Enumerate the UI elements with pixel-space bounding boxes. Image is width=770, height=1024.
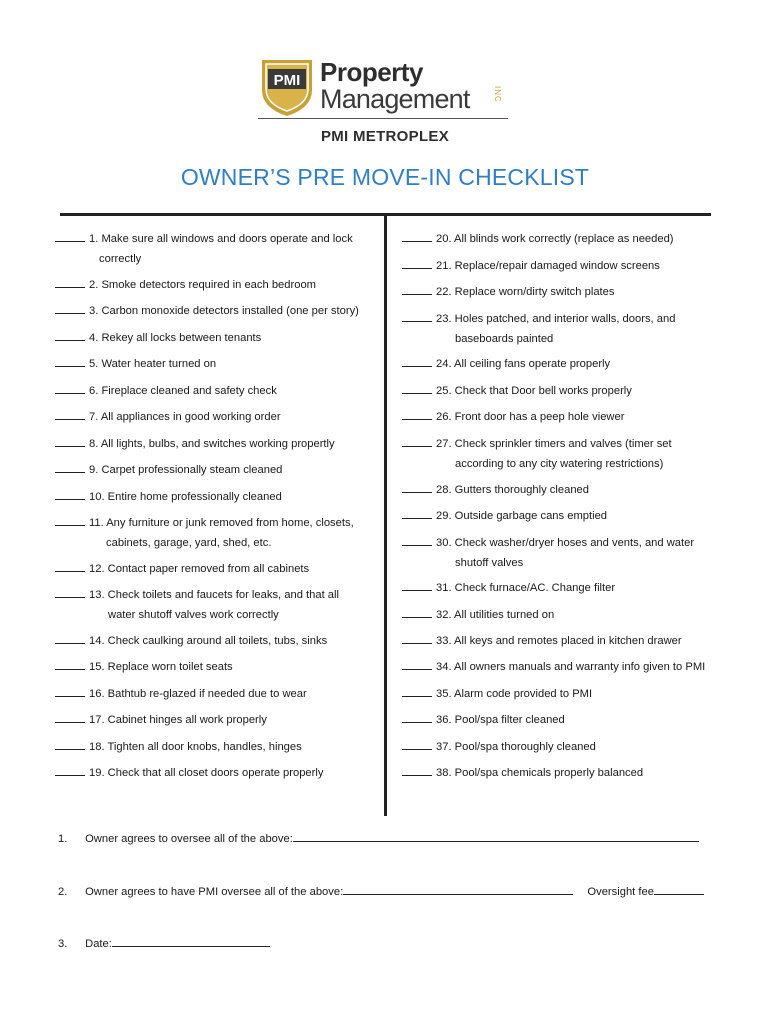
checklist-item: 13. Check toilets and faucets for leaks, and that all water shutoff valves work correctly [55, 586, 339, 625]
date-line[interactable] [112, 935, 270, 947]
check-blank[interactable] [402, 711, 432, 723]
check-blank[interactable] [55, 276, 85, 288]
checklist-item: 31. Check furnace/AC. Change filter [402, 579, 615, 599]
checklist-item: 24. All ceiling fans operate properly [402, 355, 610, 375]
owner-oversee-signature-line[interactable] [293, 830, 699, 842]
check-blank[interactable] [55, 435, 85, 447]
company-logo [258, 56, 518, 120]
check-blank[interactable] [55, 711, 85, 723]
checklist-item: 16. Bathtub re-glazed if needed due to wear [55, 685, 307, 705]
checklist-item: 21. Replace/repair damaged window screens [402, 257, 660, 277]
checklist-item: 30. Check washer/dryer hoses and vents, and water shutoff valves [402, 534, 694, 573]
checklist-item: 35. Alarm code provided to PMI [402, 685, 592, 705]
oversight-fee-line[interactable] [654, 883, 704, 895]
check-blank[interactable] [55, 586, 85, 598]
checklist-item: 25. Check that Door bell works properly [402, 382, 632, 402]
check-blank[interactable] [402, 230, 432, 242]
check-blank[interactable] [402, 579, 432, 591]
check-blank[interactable] [402, 310, 432, 322]
checklist-item: 27. Check sprinkler timers and valves (timer set according to any city watering restrictions) [402, 435, 672, 474]
check-blank[interactable] [402, 382, 432, 394]
check-blank[interactable] [402, 257, 432, 269]
logo-divider [258, 118, 508, 119]
check-blank[interactable] [55, 488, 85, 500]
checklist-item: 33. All keys and remotes placed in kitchen drawer [402, 632, 682, 652]
checklist-item: 14. Check caulking around all toilets, tubs, sinks [55, 632, 327, 652]
check-blank[interactable] [55, 560, 85, 572]
checklist-item: 6. Fireplace cleaned and safety check [55, 382, 277, 402]
oversight-fee-label: Oversight fee [587, 886, 654, 898]
check-blank[interactable] [402, 632, 432, 644]
checklist-item: 32. All utilities turned on [402, 606, 554, 626]
checklist-item: 36. Pool/spa filter cleaned [402, 711, 565, 731]
checklist-item: 8. All lights, bulbs, and switches working propertly [55, 435, 335, 455]
check-blank[interactable] [55, 738, 85, 750]
agreement-pmi-oversee: 2. Owner agrees to have PMI oversee all of the above: Oversight fee [58, 883, 704, 898]
checklist-item: 3. Carbon monoxide detectors installed (one per story) [55, 302, 359, 322]
checklist-item: 5. Water heater turned on [55, 355, 216, 375]
check-blank[interactable] [55, 230, 85, 242]
check-blank[interactable] [402, 606, 432, 618]
checklist-item: 12. Contact paper removed from all cabinets [55, 560, 309, 580]
brand-inc: INC [493, 86, 502, 103]
checklist-item: 10. Entire home professionally cleaned [55, 488, 282, 508]
checklist-item: 7. All appliances in good working order [55, 408, 281, 428]
office-name: PMI METROPLEX [320, 128, 450, 145]
check-blank[interactable] [55, 329, 85, 341]
checklist-item: 1. Make sure all windows and doors operate and lock correctly [55, 230, 353, 269]
check-blank[interactable] [402, 507, 432, 519]
pmi-oversee-signature-line[interactable] [343, 883, 573, 895]
check-blank[interactable] [55, 514, 85, 526]
check-blank[interactable] [402, 435, 432, 447]
check-blank[interactable] [402, 685, 432, 697]
checklist-item: 34. All owners manuals and warranty info given to PMI [402, 658, 705, 678]
checklist-item: 9. Carpet professionally steam cleaned [55, 461, 282, 481]
check-blank[interactable] [55, 302, 85, 314]
checklist-item: 17. Cabinet hinges all work properly [55, 711, 267, 731]
check-blank[interactable] [402, 355, 432, 367]
checklist-item: 2. Smoke detectors required in each bedroom [55, 276, 316, 296]
check-blank[interactable] [402, 283, 432, 295]
checklist-item: 4. Rekey all locks between tenants [55, 329, 261, 349]
check-blank[interactable] [402, 534, 432, 546]
checklist-item: 11. Any furniture or junk removed from home, closets, cabinets, garage, yard, shed, etc. [55, 514, 354, 553]
check-blank[interactable] [402, 738, 432, 750]
check-blank[interactable] [55, 355, 85, 367]
check-blank[interactable] [55, 382, 85, 394]
checklist-item: 22. Replace worn/dirty switch plates [402, 283, 614, 303]
check-blank[interactable] [402, 658, 432, 670]
check-blank[interactable] [55, 461, 85, 473]
brand-name-line1: Property [320, 57, 423, 87]
checklist-item: 26. Front door has a peep hole viewer [402, 408, 624, 428]
checklist-item: 29. Outside garbage cans emptied [402, 507, 607, 527]
logo-mark-text: PMI [273, 72, 301, 89]
check-blank[interactable] [55, 685, 85, 697]
checklist-item: 38. Pool/spa chemicals properly balanced [402, 764, 643, 784]
document-title: OWNER’S PRE MOVE-IN CHECKLIST [180, 164, 590, 190]
checklist-item: 28. Gutters thoroughly cleaned [402, 481, 589, 501]
vertical-divider [384, 213, 387, 816]
checklist-item: 18. Tighten all door knobs, handles, hinges [55, 738, 302, 758]
check-blank[interactable] [402, 764, 432, 776]
check-blank[interactable] [402, 408, 432, 420]
check-blank[interactable] [55, 632, 85, 644]
checklist-item: 23. Holes patched, and interior walls, doors, and baseboards painted [402, 310, 675, 349]
checklist-item: 15. Replace worn toilet seats [55, 658, 233, 678]
check-blank[interactable] [55, 658, 85, 670]
checklist-item: 19. Check that all closet doors operate properly [55, 764, 323, 784]
check-blank[interactable] [402, 481, 432, 493]
pmi-shield-icon [258, 56, 316, 118]
checklist-item: 20. All blinds work correctly (replace as needed) [402, 230, 674, 250]
check-blank[interactable] [55, 764, 85, 776]
date-field: 3. Date: [58, 935, 270, 950]
agreement-owner-oversee: 1. Owner agrees to oversee all of the above: [58, 830, 699, 845]
check-blank[interactable] [55, 408, 85, 420]
checklist-item: 37. Pool/spa thoroughly cleaned [402, 738, 596, 758]
brand-name-line2: Management [320, 84, 470, 114]
